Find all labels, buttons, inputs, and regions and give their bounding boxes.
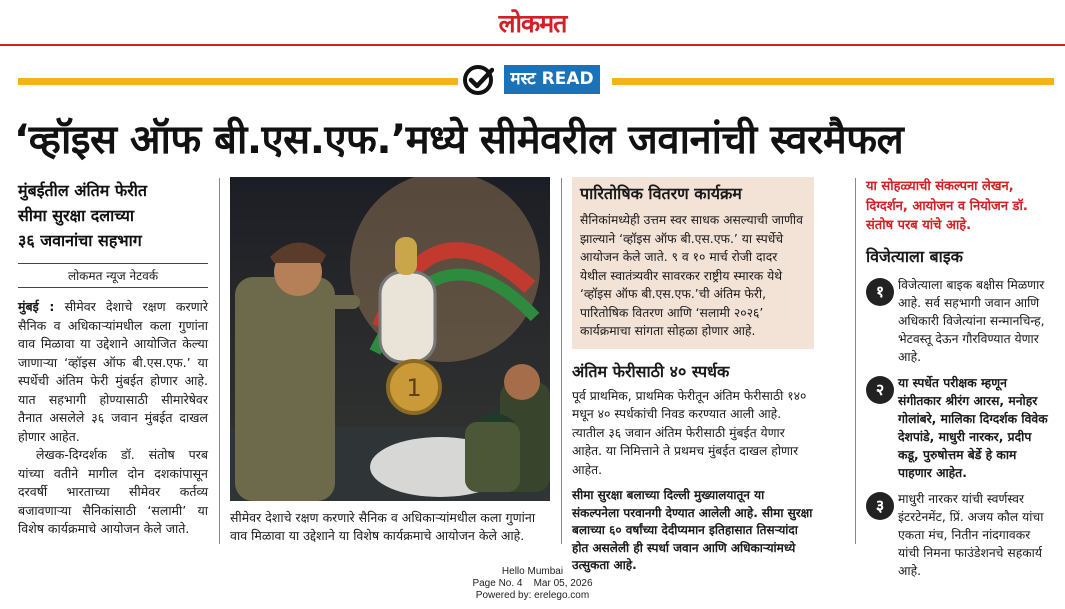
section-title: अंतिम फेरीसाठी ४० स्पर्धक	[572, 361, 730, 381]
number-badge: २	[866, 376, 894, 404]
dateline: मुंबई :	[18, 299, 55, 314]
right-column-title: विजेत्याला बाइक	[866, 246, 963, 266]
number-badge: ३	[866, 492, 894, 520]
article-photo	[230, 177, 550, 501]
numbered-item-text: माधुरी नारकर यांची स्वर्णस्वर इंटरटेनमेंट, प्रिं. अजय कौल यांचा एकता मंच, नितीन नांदगावकर यांची निमना फाउंडेशनचे सहकार्य आहे.	[898, 491, 1044, 578]
newspaper-logo: लोकमत	[498, 9, 567, 38]
highlight-box	[572, 177, 814, 349]
right-column	[866, 177, 1051, 580]
article-headline: ‘व्हॉइस ऑफ बी.एस.एफ.’मध्ये सीमेवरील जवानांची स्वरमैफल	[14, 117, 904, 163]
gold-bar-left	[18, 78, 458, 85]
column-divider	[219, 178, 220, 544]
byline: लोकमत न्यूज नेटवर्क	[18, 263, 208, 288]
footer-page-date: Page No. 4 Mar 05, 2026	[472, 578, 593, 589]
numbered-item-text: विजेत्याला बाइक बक्षीस मिळणार आहे. सर्व सहभागी जवान आणि अधिकारी विजेत्यांना सन्मानचिन्ह, भेटवस्तू देऊन गौरविण्यात येणार आहे.	[898, 277, 1045, 364]
must-read-label: मस्ट READ	[504, 65, 600, 94]
middle-column	[572, 177, 814, 575]
masthead-rule	[0, 44, 1065, 46]
footer-powered-by: Powered by: erelego.com	[475, 590, 590, 601]
sub-heading-line: मुंबईतील अंतिम फेरीत	[18, 181, 148, 200]
box-title: पारितोषिक वितरण कार्यक्रम	[580, 184, 742, 203]
numbered-item	[866, 276, 1051, 366]
column-divider	[855, 178, 856, 544]
sub-heading-line: ३६ जवानांचा सहभाग	[18, 231, 142, 250]
column-divider	[561, 178, 562, 544]
body-paragraph-1	[18, 298, 208, 446]
check-circle-icon	[462, 64, 494, 96]
section-body: पूर्व प्राथमिक, प्राथमिक फेरीतून अंतिम फेरीसाठी १४० मधून ४० स्पर्धकांची निवड करण्यात आली आहे. त्यातील ३६ जवान अंतिम फेरीसाठी मुंबईत येणार आहेत. या निमित्ताने ते प्रथमच मुंबईत दाखल होणार आहेत.	[572, 388, 807, 477]
svg-text:1: 1	[406, 374, 422, 402]
photo-illustration	[230, 177, 550, 501]
section-bold-text: सीमा सुरक्षा बलाच्या दिल्ली मुख्यालयातून या संकल्पनेला परवानगी देण्यात आलेली आहे. सीमा सुरक्षा बलाच्या ६० वर्षांच्या देदीप्यमान इतिहासात तिसऱ्यांदा होत असलेली ही स्पर्धा जवान आणि अधिकाऱ्यांमध्ये उत्सुकता आहे.	[572, 488, 813, 572]
box-body: सैनिकांमध्येही उत्तम स्वर साधक असल्याची जाणीव झाल्याने ‘व्हॉइस ऑफ बी.एस.एफ.’ या स्पर्धेचे आयोजन केले जाते. ९ व १० मार्च रोजी दादर येथील स्वातंत्र्यवीर सावरकर राष्ट्रीय स्मारक येथे ‘व्हॉइस ऑफ बी.एस.एफ.’ची अंतिम फेरी, पारितोषिक वितरण आणि ‘सलामी २०२६’ कार्यक्रमाचा सांगता सोहळा होणार आहे.	[580, 213, 803, 338]
masthead	[0, 0, 1065, 44]
sub-heading	[18, 178, 208, 253]
paragraph-text: सीमेवर देशाचे रक्षण करणारे सैनिक व अधिकाऱ्यांमधील कला गुणांना वाव मिळावा या उद्देशाने आयोजित केल्या जाणाऱ्या ‘व्हॉइस ऑफ बी.एस.एफ.’ या स्पर्धेची अंतिम फेरी मुंबईत होणार आहे. यात सहभागी होण्यासाठी सीमारेषेवर तैनात असलेले ३६ जवान मुंबईत दाखल होणार आहेत.	[18, 299, 209, 444]
page-footer	[0, 566, 1065, 602]
sub-heading-line: सीमा सुरक्षा दलाच्या	[18, 206, 135, 225]
number-badge: १	[866, 278, 894, 306]
numbered-item	[866, 374, 1051, 482]
numbered-item-text: या स्पर्धेत परीक्षक म्हणून संगीतकार श्रीरंग आरस, मनोहर गोलांबरे, मालिका दिग्दर्शक विवेक देशपांडे, माधुरी नारकर, प्रदीप कडू, पुरुषोत्तम बेर्डे हे काम पाहणार आहेत.	[898, 375, 1048, 480]
footer-edition: Hello Mumbai	[501, 566, 564, 577]
body-paragraph-2: लेखक-दिग्दर्शक डॉ. संतोष परब यांच्या वतीने मागील दोन दशकांपासून दरवर्षी भारताच्या सीमेवर कर्तव्य बजावणाऱ्या सैनिकांसाठी ‘सलामी’ या विशेष कार्यक्रमाचे आयोजन केले जाते.	[18, 447, 208, 536]
red-intro-text: या सोहळ्याची संकल्पना लेखन, दिग्दर्शन, आयोजन व नियोजन डॉ. संतोष परब यांचे आहे.	[866, 179, 1028, 233]
gold-bar-right	[612, 78, 1054, 85]
left-column	[18, 178, 208, 539]
photo-caption: सीमेवर देशाचे रक्षण करणारे सैनिक व अधिकाऱ्यांमधील कला गुणांना वाव मिळावा या उद्देशाने या विशेष कार्यक्रमाचे आयोजन केले आहे.	[230, 510, 536, 543]
